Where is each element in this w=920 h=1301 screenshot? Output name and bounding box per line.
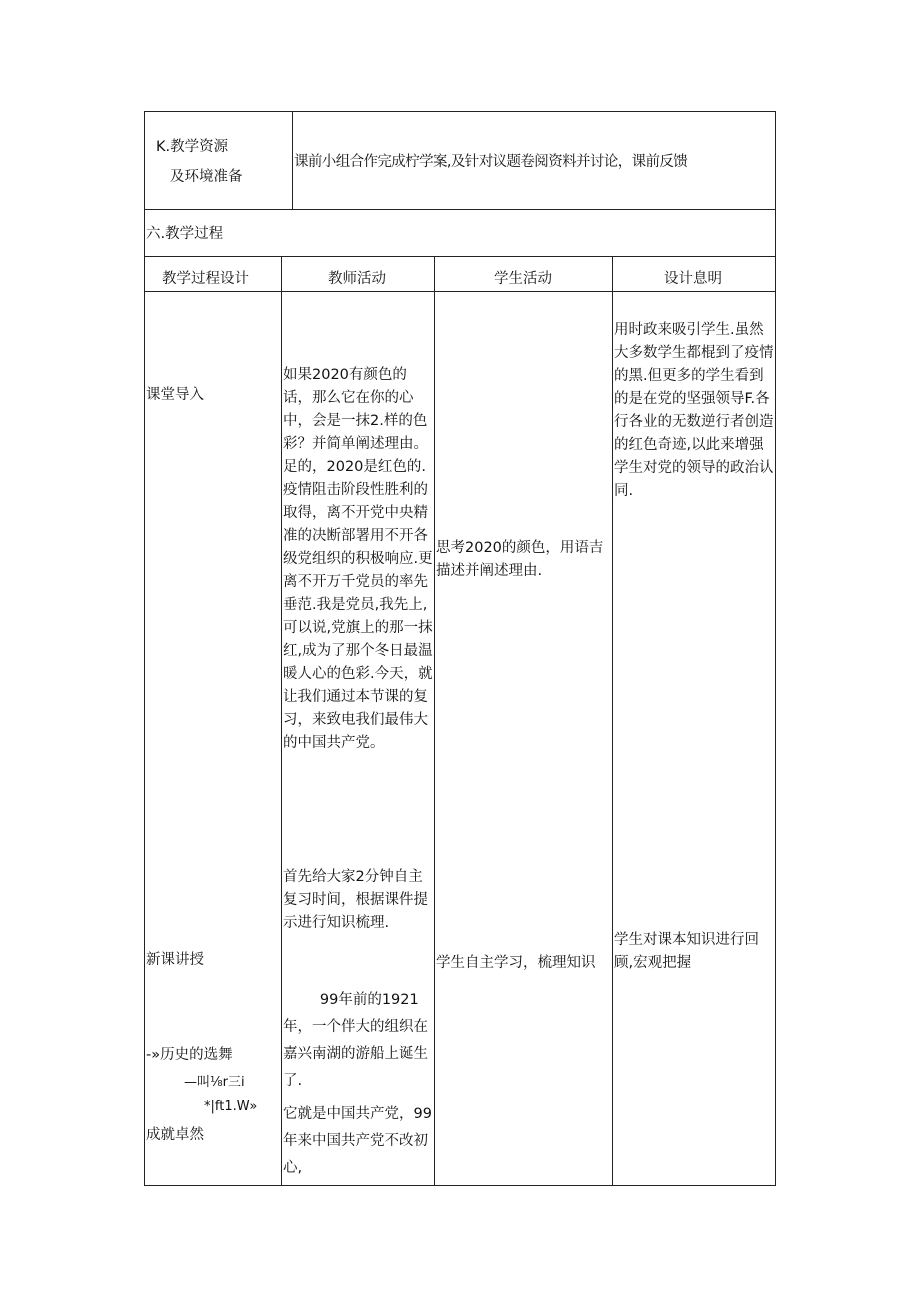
header-student: 学生活动 — [494, 271, 552, 287]
column-divider-1 — [281, 256, 282, 1186]
row2-design-sub2: —叫⅛r三i — [184, 1075, 245, 1090]
row2-student: 学生自主学习，梳理知识 — [436, 955, 596, 971]
header-teacher: 教师活动 — [328, 271, 386, 287]
resource-content: 课前小组合作完成柠学案,及针对议题卷阅资料并讨论，课前反馈 — [294, 154, 688, 170]
header-bottom-line — [144, 291, 776, 292]
header-design: 教学过程设计 — [162, 271, 249, 287]
header-top-line — [144, 256, 776, 257]
column-divider-2 — [434, 256, 435, 1186]
row1-teacher: 如果2020有颜色的话，那么它在你的心中，会是一抹2.样的色彩？并简单阐述理由。足的，2020是红色的.疫情阻击阶段性胜利的取得，离不开党中央精准的决断部署用不开各级党组织的积极响应.更离不开万千党员的率先垂范.我是党员,我先上,可以说,党旗上的那一抹红,成为了那个冬日最温暖人心的色彩.今天，就让我们通过本节课的复习，来致电我们最伟大的中国共产党。 — [283, 367, 433, 751]
row2-teacher-p2: 99年前的1921年，一个伴大的组织在嘉兴南湖的游船上诞生了. — [283, 992, 428, 1089]
row2-design-sub4: 成就卓然 — [146, 1127, 204, 1143]
row2-teacher-p3: 它就是中国共产党，99年来中国共产党不改初心, — [283, 1106, 432, 1176]
row2-design-main: 新课讲授 — [146, 952, 204, 968]
resources-divider — [292, 111, 293, 209]
row2-design-sub3: *|ft1.W» — [204, 1099, 258, 1114]
resource-label-line2: 及环境准备 — [170, 169, 243, 185]
row2-teacher-p1: 首先给大家2分钟自主复习时间，根据课件提示进行知识梳理. — [283, 869, 428, 931]
header-rationale: 设计息明 — [664, 271, 722, 287]
row2-design-sub1: -»历史的选舞 — [146, 1047, 233, 1063]
resource-label-line1: K.教学资源 — [156, 139, 229, 155]
column-divider-3 — [612, 256, 613, 1186]
row1-design: 课堂导入 — [146, 387, 204, 403]
row2-rationale: 学生对课本知识进行回顾,宏观把握 — [614, 932, 759, 971]
row1-student: 思考2020的颜色，用语吉描述并阐述理由. — [436, 540, 604, 579]
row1-rationale: 用时政来吸引学生.虽然大多数学生都棍到了疫情的黑.但更多的学生看到的是在党的坚强领导F.各行各业的无数逆行者创造的红色奇迹,以此来增强学生对党的领导的政治认同. — [614, 322, 774, 499]
section-title: 六.教学过程 — [146, 226, 224, 242]
